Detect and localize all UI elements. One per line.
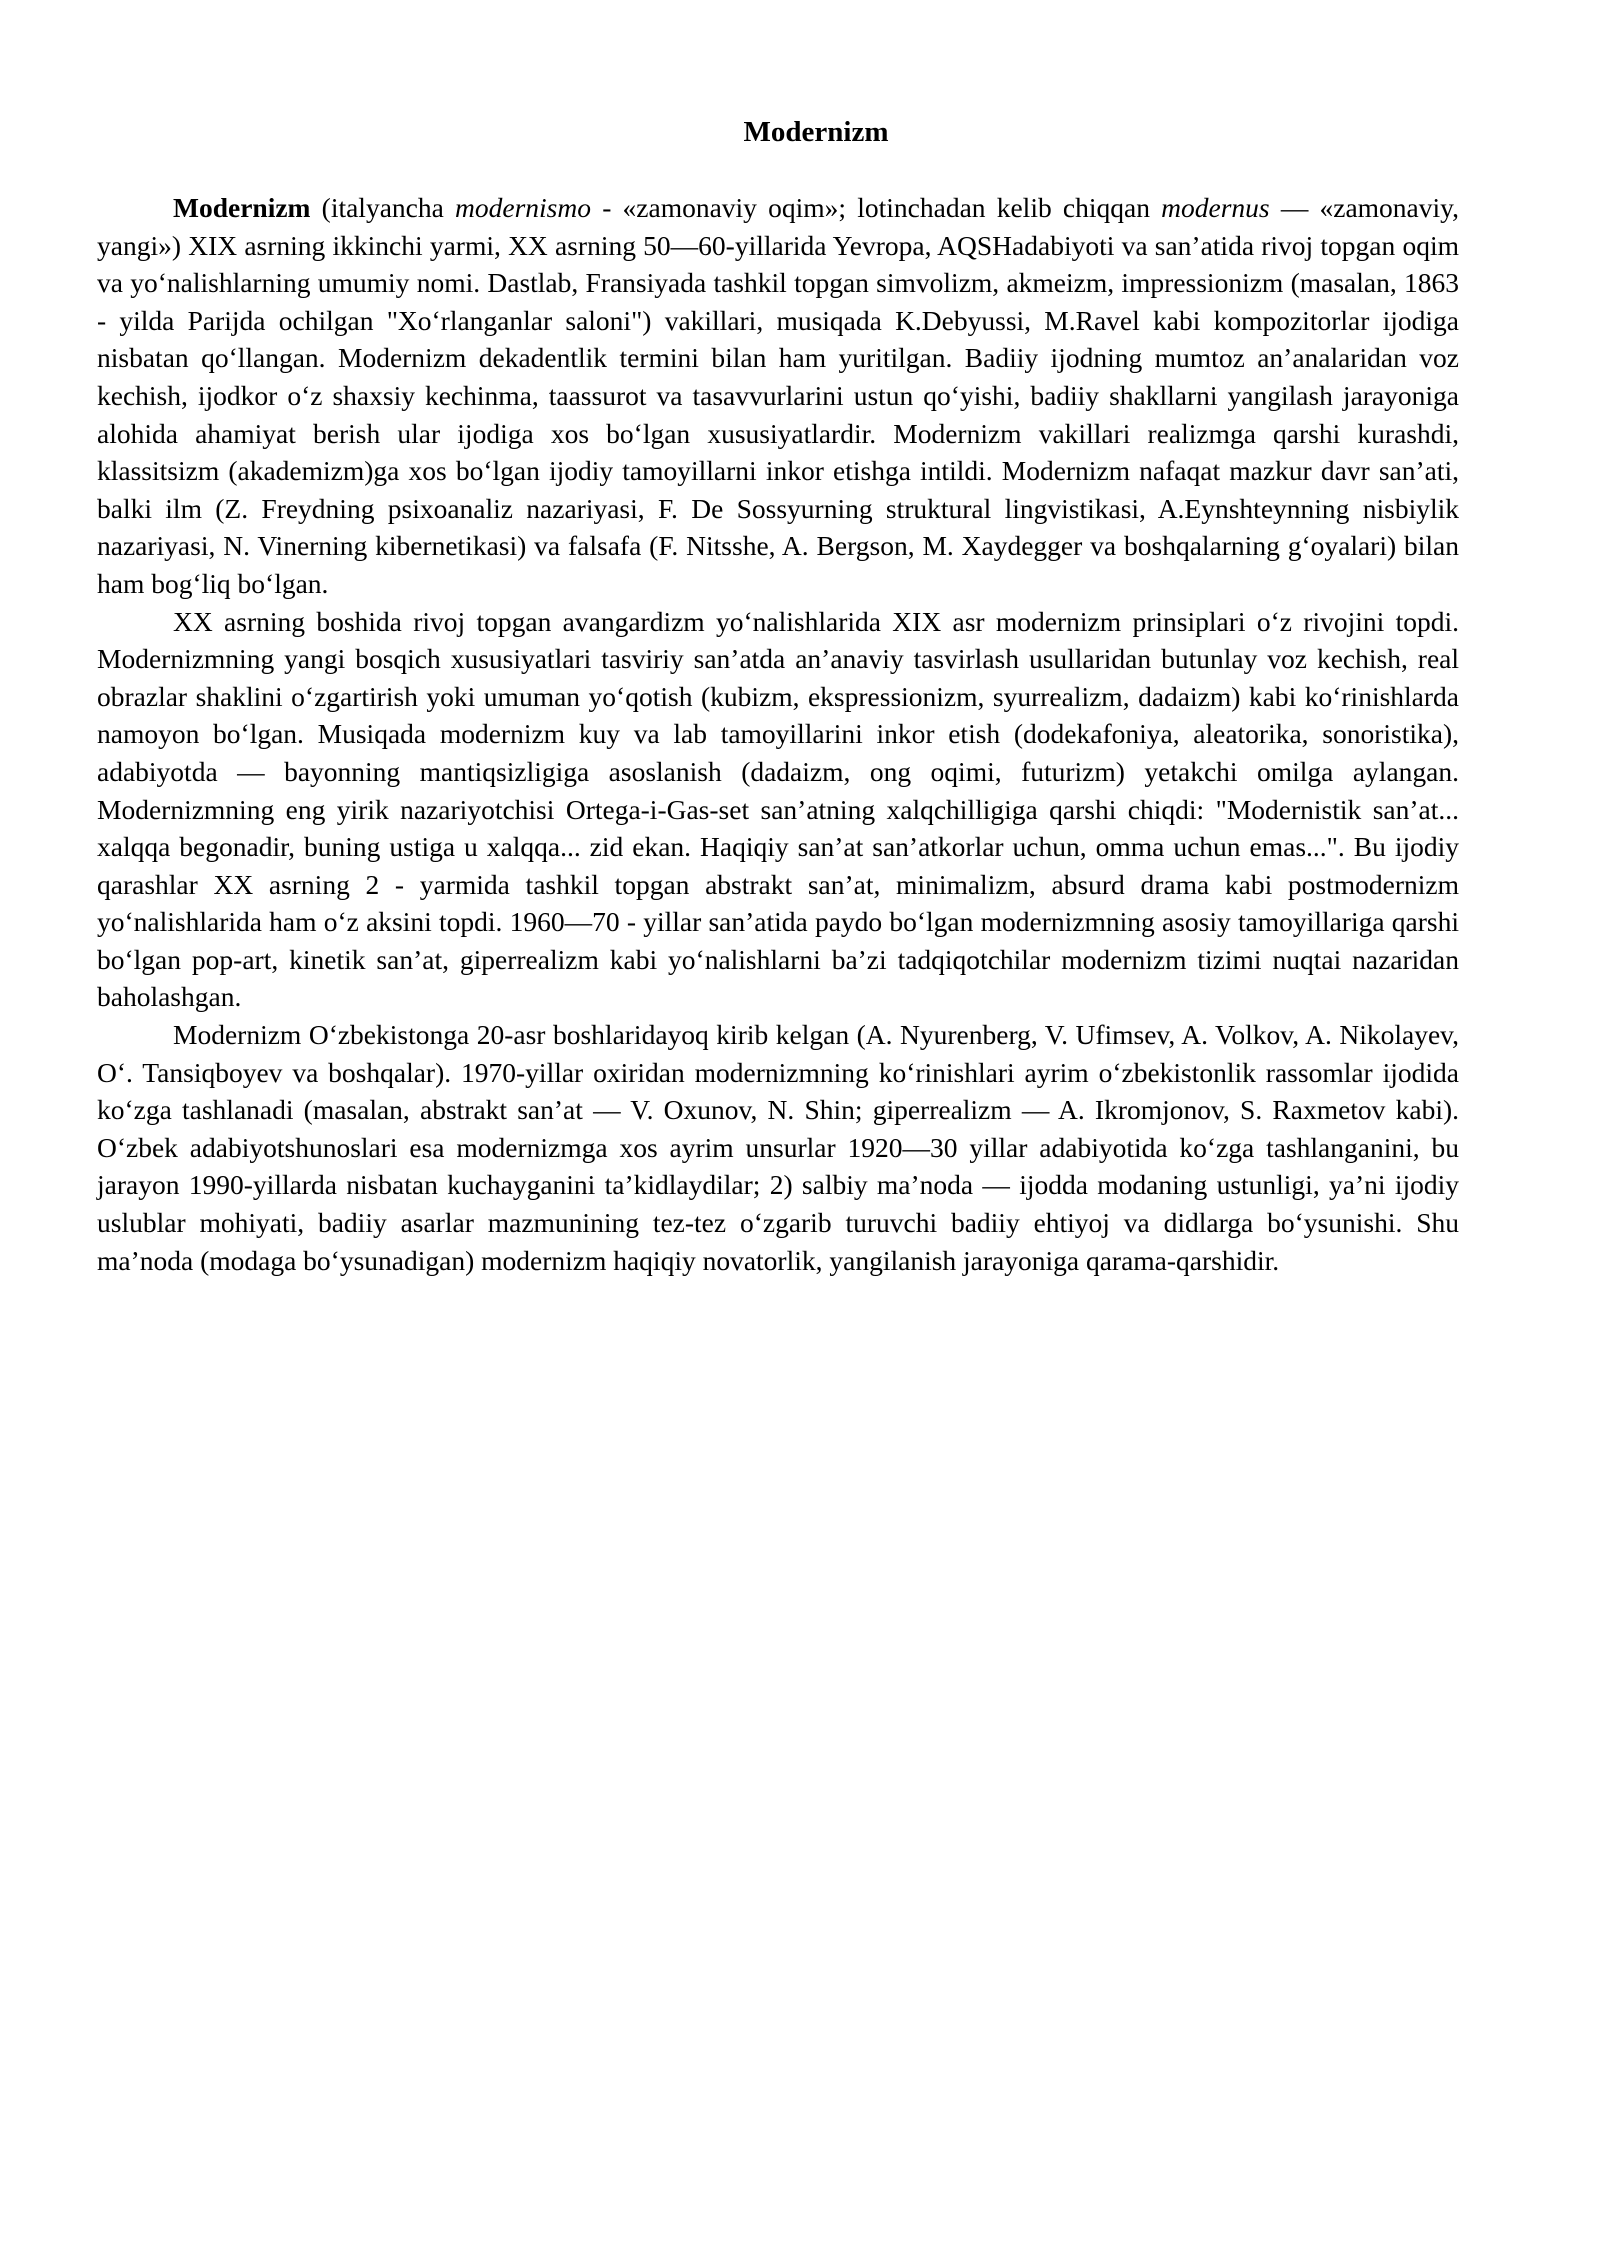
paragraph-uzbekistan (97, 1016, 1459, 1279)
text-run: Modernizm O‘zbekistonga 20-asr boshlaridayoq kirib kelgan (A. Nyurenberg, V. Ufimsev, A. Volkov, A. Nikolayev, O‘. Tansiqboyev va boshqalar). 1970-yillar oxiridan modernizmning ko‘rinishlari ayrim o‘zbekistonlik rassomlar ijodida ko‘zga tashlanadi (masalan, abstrakt san’at — V. Oxunov, N. Shin; giperrealizm — A. Ikromjonov, S. Raxmetov kabi). O‘zbek adabiyotshunoslari esa modernizmga xos ayrim unsurlar 1920—30 yillar adabiyotida ko‘zga tashlanganini, bu jarayon 1990-yillarda nisbatan kuchayganini ta’kidlaydilar; 2) salbiy ma’noda — ijodda modaning ustunligi, ya’ni ijodiy uslublar mohiyati, badiiy asarlar mazmunining tez-tez o‘zgarib turuvchi badiiy ehtiyoj va didlarga bo‘ysunishi. Shu ma’noda (modaga bo‘ysunadigan) modernizm haqiqiy novatorlik, yangilanish jarayoniga qarama-qarshidir. (97, 1019, 1459, 1276)
text-run: (italyancha (310, 192, 456, 223)
paragraph-definition (97, 189, 1459, 603)
paragraph-avantgarde (97, 603, 1459, 1017)
term-italic: modernismo (455, 192, 591, 223)
term-italic: modernus (1161, 192, 1270, 223)
text-run: - «zamonaviy oqim»; lotinchadan kelib chiqqan (591, 192, 1162, 223)
text-run: XX asrning boshida rivoj topgan avangardizm yo‘nalishlarida XIX asr modernizm prinsiplari o‘z rivojini topdi. Modernizmning yangi bosqich xususiyatlari tasviriy san’atda an’anaviy tasvirlash usullaridan butunlay voz kechish, real obrazlar shaklini o‘zgartirish yoki umuman yo‘qotish (kubizm, ekspressionizm, syurrealizm, dadaizm) kabi ko‘rinishlarda namoyon bo‘lgan. Musiqada modernizm kuy va lab tamoyillarini inkor etish (dodekafoniya, aleatorika, sonoristika), adabiyotda — bayonning mantiqsizligiga asoslanish (dadaizm, ong oqimi, futurizm) yetakchi omilga aylangan. Modernizmning eng yirik nazariyotchisi Ortega-i-Gas-set san’atning xalqchilligiga qarshi chiqdi: "Modernistik san’at... xalqqa begonadir, buning ustiga u xalqqa... zid ekan. Haqiqiy san’at san’atkorlar uchun, omma uchun emas...". Bu ijodiy qarashlar XX asrning 2 - yarmida tashkil topgan abstrakt san’at, minimalizm, absurd drama kabi postmodernizm yo‘nalishlarida ham o‘z aksini topdi. 1960—70 - yillar san’atida paydo bo‘lgan modernizmning asosiy tamoyillariga qarshi bo‘lgan pop-art, kinetik san’at, giperrealizm kabi yo‘nalishlarni ba’zi tadqiqotchilar modernizm tizimi nuqtai nazaridan baholashgan. (97, 605, 1459, 1013)
term-bold: Modernizm (173, 192, 311, 223)
text-run: — «zamonaviy, yangi») XIX asrning ikkinchi yarmi, XX asrning 50—60-yillarida Yevropa, AQSHadabiyoti va san’atida rivoj topgan oqim va yo‘nalishlarning umumiy nomi. Dastlab, Fransiyada tashkil topgan simvolizm, akmeizm, impressionizm (masalan, 1863 - yilda Parijda ochilgan "Xo‘rlanganlar saloni") vakillari, musiqada K.Debyussi, M.Ravel kabi kompozitorlar ijodiga nisbatan qo‘llangan. Modernizm dekadentlik termini bilan ham yuritilgan. Badiiy ijodning mumtoz an’analaridan voz kechish, ijodkor o‘z shaxsiy kechinma, taassurot va tasavvurlarini ustun qo‘yishi, badiiy shakllarni yangilash jarayoniga alohida ahamiyat berish ular ijodiga xos bo‘lgan xususiyatlardir. Modernizm vakillari realizmga qarshi kurashdi, klassitsizm (akademizm)ga xos bo‘lgan ijodiy tamoyillarni inkor etishga intildi. Modernizm nafaqat mazkur davr san’ati, balki ilm (Z. Freydning psixoanaliz nazariyasi, F. De Sossyurning struktural lingvistikasi, A.Eynshteynning nisbiylik nazariyasi, N. Vinerning kibernetikasi) va falsafa (F. Nitsshe, A. Bergson, M. Xaydegger va boshqalarning g‘oyalari) bilan ham bog‘liq bo‘lgan. (97, 192, 1459, 599)
document-body (97, 189, 1459, 1279)
page-title: Modernizm (743, 116, 889, 148)
